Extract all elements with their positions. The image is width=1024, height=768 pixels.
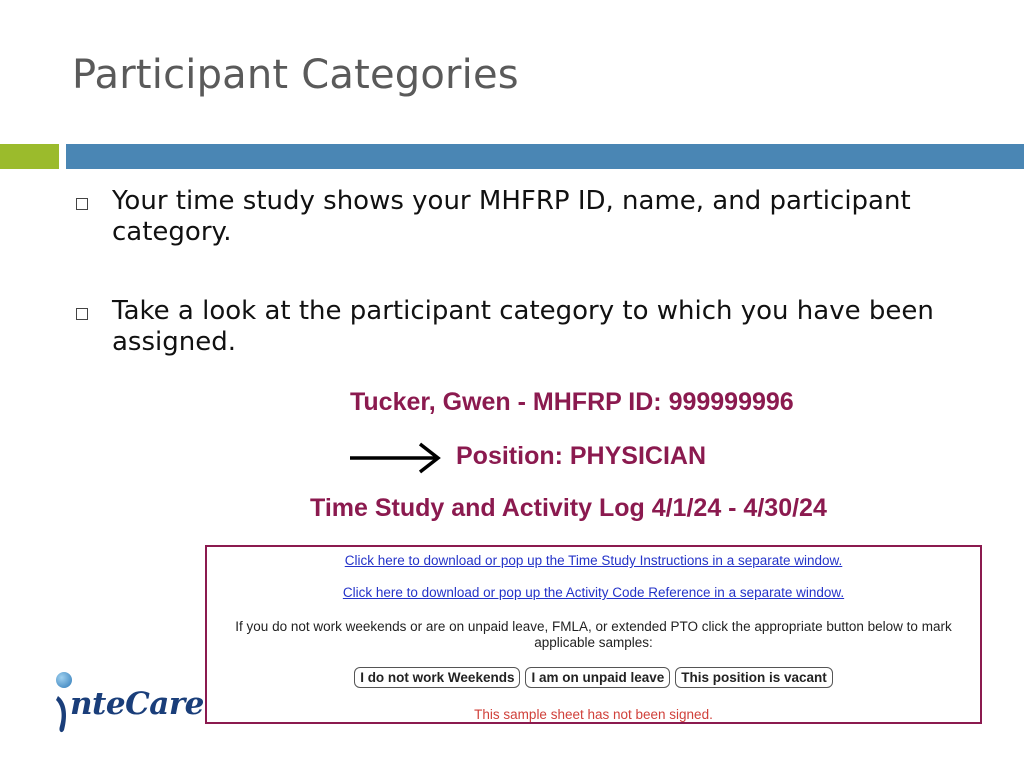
leave-note: If you do not work weekends or are on unpaid leave, FMLA, or extended PTO click the appropriate button below to mark applicable samples: (235, 619, 952, 650)
bullet-item (72, 296, 972, 358)
instructions-link[interactable]: Click here to download or pop up the Time Study Instructions in a separate window. (344, 553, 843, 568)
leave-button-row (207, 667, 980, 688)
activity-code-link[interactable]: Click here to download or pop up the Activity Code Reference in a separate window. (342, 585, 845, 600)
time-study-log-title: Time Study and Activity Log 4/1/24 - 4/30/24 (310, 494, 827, 522)
bullet-text: Your time study shows your MHFRP ID, name, and participant category. (112, 186, 911, 247)
square-bullet-icon (76, 308, 88, 320)
signed-status: This sample sheet has not been signed. (474, 707, 713, 722)
accent-bar-blue (66, 144, 1024, 169)
participant-position: Position: PHYSICIAN (456, 442, 707, 470)
unpaid-leave-button[interactable]: I am on unpaid leave (525, 667, 670, 688)
bullet-text: Take a look at the participant category to which you have been assigned. (112, 296, 934, 357)
time-study-panel (205, 545, 982, 724)
square-bullet-icon (76, 198, 88, 210)
bullet-list (72, 186, 972, 406)
logo-text: nteCare (70, 686, 204, 722)
arrow-right-icon (348, 440, 444, 476)
slide-title: Participant Categories (72, 52, 519, 98)
participant-header: Tucker, Gwen - MHFRP ID: 999999996 (350, 388, 794, 416)
bullet-item (72, 186, 972, 248)
position-vacant-button[interactable]: This position is vacant (675, 667, 833, 688)
accent-bar-green (0, 144, 59, 169)
intecare-logo (50, 668, 204, 738)
no-weekends-button[interactable]: I do not work Weekends (354, 667, 520, 688)
